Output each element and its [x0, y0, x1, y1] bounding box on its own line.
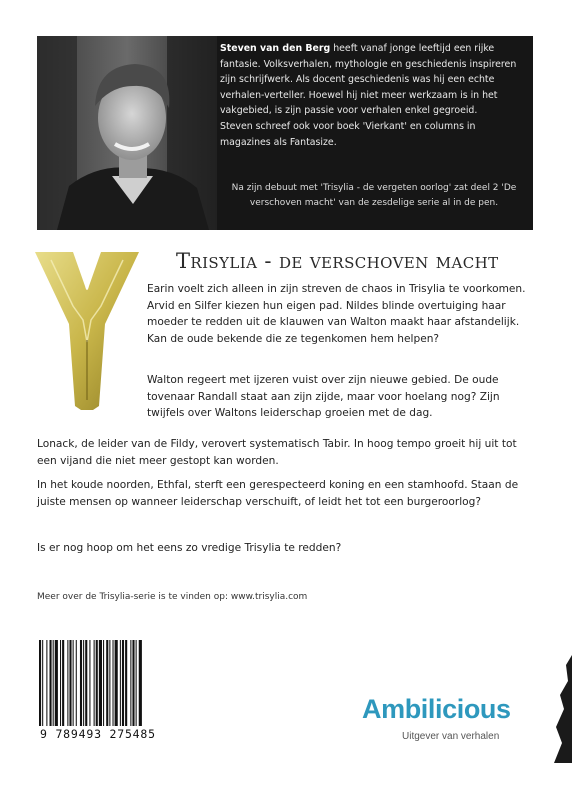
publisher-logo: Ambilicious — [362, 694, 511, 724]
author-bio-line2: Steven schreef ook voor boek 'Vierkant' en columns in magazines als Fantasize. — [220, 120, 476, 148]
barcode-bar — [122, 640, 124, 726]
barcode — [37, 640, 171, 726]
barcode-bar — [106, 640, 108, 726]
decorative-corner-art — [548, 655, 572, 763]
barcode-bar — [139, 640, 142, 726]
barcode-bar — [46, 640, 47, 726]
author-box — [37, 36, 533, 230]
barcode-bar — [73, 640, 74, 726]
more-info-link-text: Meer over de Trisylia-serie is te vinden op: www.trisylia.com — [37, 592, 308, 602]
author-bio-text: heeft vanaf jonge leeftijd een rijke fantasie. Volksverhalen, mythologie en geschiedenis inspireren zijn schrijfwerk. Als docent geschiedenis was hij een echte verhalen-verteller. Hoewel hij niet meer werkzaam is in het vakgebied, is zijn passie voor verhalen enkel gegroeid. — [220, 43, 517, 117]
barcode-bar — [113, 640, 114, 726]
barcode-bar — [83, 640, 84, 726]
barcode-bar — [132, 640, 134, 726]
barcode-bar — [130, 640, 131, 726]
trisylia-y-logo — [33, 250, 141, 410]
book-title: Trisylia - de verschoven macht — [176, 249, 499, 273]
barcode-bar — [120, 640, 121, 726]
barcode-bar — [50, 640, 52, 726]
barcode-bar — [136, 640, 137, 726]
barcode-bar — [94, 640, 95, 726]
barcode-bar — [42, 640, 43, 726]
barcode-bar — [109, 640, 110, 726]
barcode-bar — [103, 640, 104, 726]
barcode-bar — [99, 640, 102, 726]
barcode-bar — [96, 640, 98, 726]
barcode-bar — [39, 640, 41, 726]
barcode-bar — [80, 640, 82, 726]
blurb-paragraph-3: Lonack, de leider van de Fildy, verovert systematisch Tabir. In hoog tempo groeit hij uit tot een vijand die niet meer gestopt kan worden. — [37, 438, 517, 467]
barcode-bar — [62, 640, 64, 726]
isbn: 9 789493 275485 — [40, 727, 156, 741]
barcode-bar — [60, 640, 61, 726]
author-bio — [220, 41, 526, 150]
publisher-tagline: Uitgever van verhalen — [402, 731, 500, 742]
blurb-paragraph-5: Is er nog hoop om het eens zo vredige Trisylia te redden? — [37, 542, 342, 554]
author-name: Steven van den Berg — [220, 43, 331, 54]
blurb-paragraph-4: In het koude noorden, Ethfal, sterft een gerespecteerd koning en een stamhoofd. Staan de juiste mensen op wanneer leiderschap verschuift, of leidt het tot een burgeroorlog? — [37, 479, 519, 508]
barcode-bar — [89, 640, 90, 726]
author-photo — [37, 36, 217, 230]
blurb-paragraph-2: Walton regeert met ijzeren vuist over zijn nieuwe gebied. De oude tovenaar Randall staat aan zijn zijde, maar voor hoelang nog? Zijn twijfels over Waltons leiderschap groeien met de dag. — [147, 374, 500, 420]
barcode-bar — [55, 640, 58, 726]
barcode-bar — [69, 640, 71, 726]
debut-note: Na zijn debuut met 'Trisylia - de vergeten oorlog' zat deel 2 'De verschoven macht' van de zesdelige serie al in de pen. — [231, 183, 517, 208]
barcode-bar — [53, 640, 54, 726]
barcode-bar — [125, 640, 127, 726]
barcode-bar — [67, 640, 68, 726]
barcode-bar — [115, 640, 118, 726]
blurb-paragraph-1: Earin voelt zich alleen in zijn streven de chaos in Trisylia te voorkomen. Arvid en Silfer kiezen hun eigen pad. Nildes blinde overtuiging haar moeder te redden uit de klauwen van Walton maakt haar afstandelijk. Kan de oude bekende die ze tegenkomen hem helpen? — [147, 283, 526, 345]
barcode-bar — [85, 640, 87, 726]
barcode-bar — [76, 640, 77, 726]
